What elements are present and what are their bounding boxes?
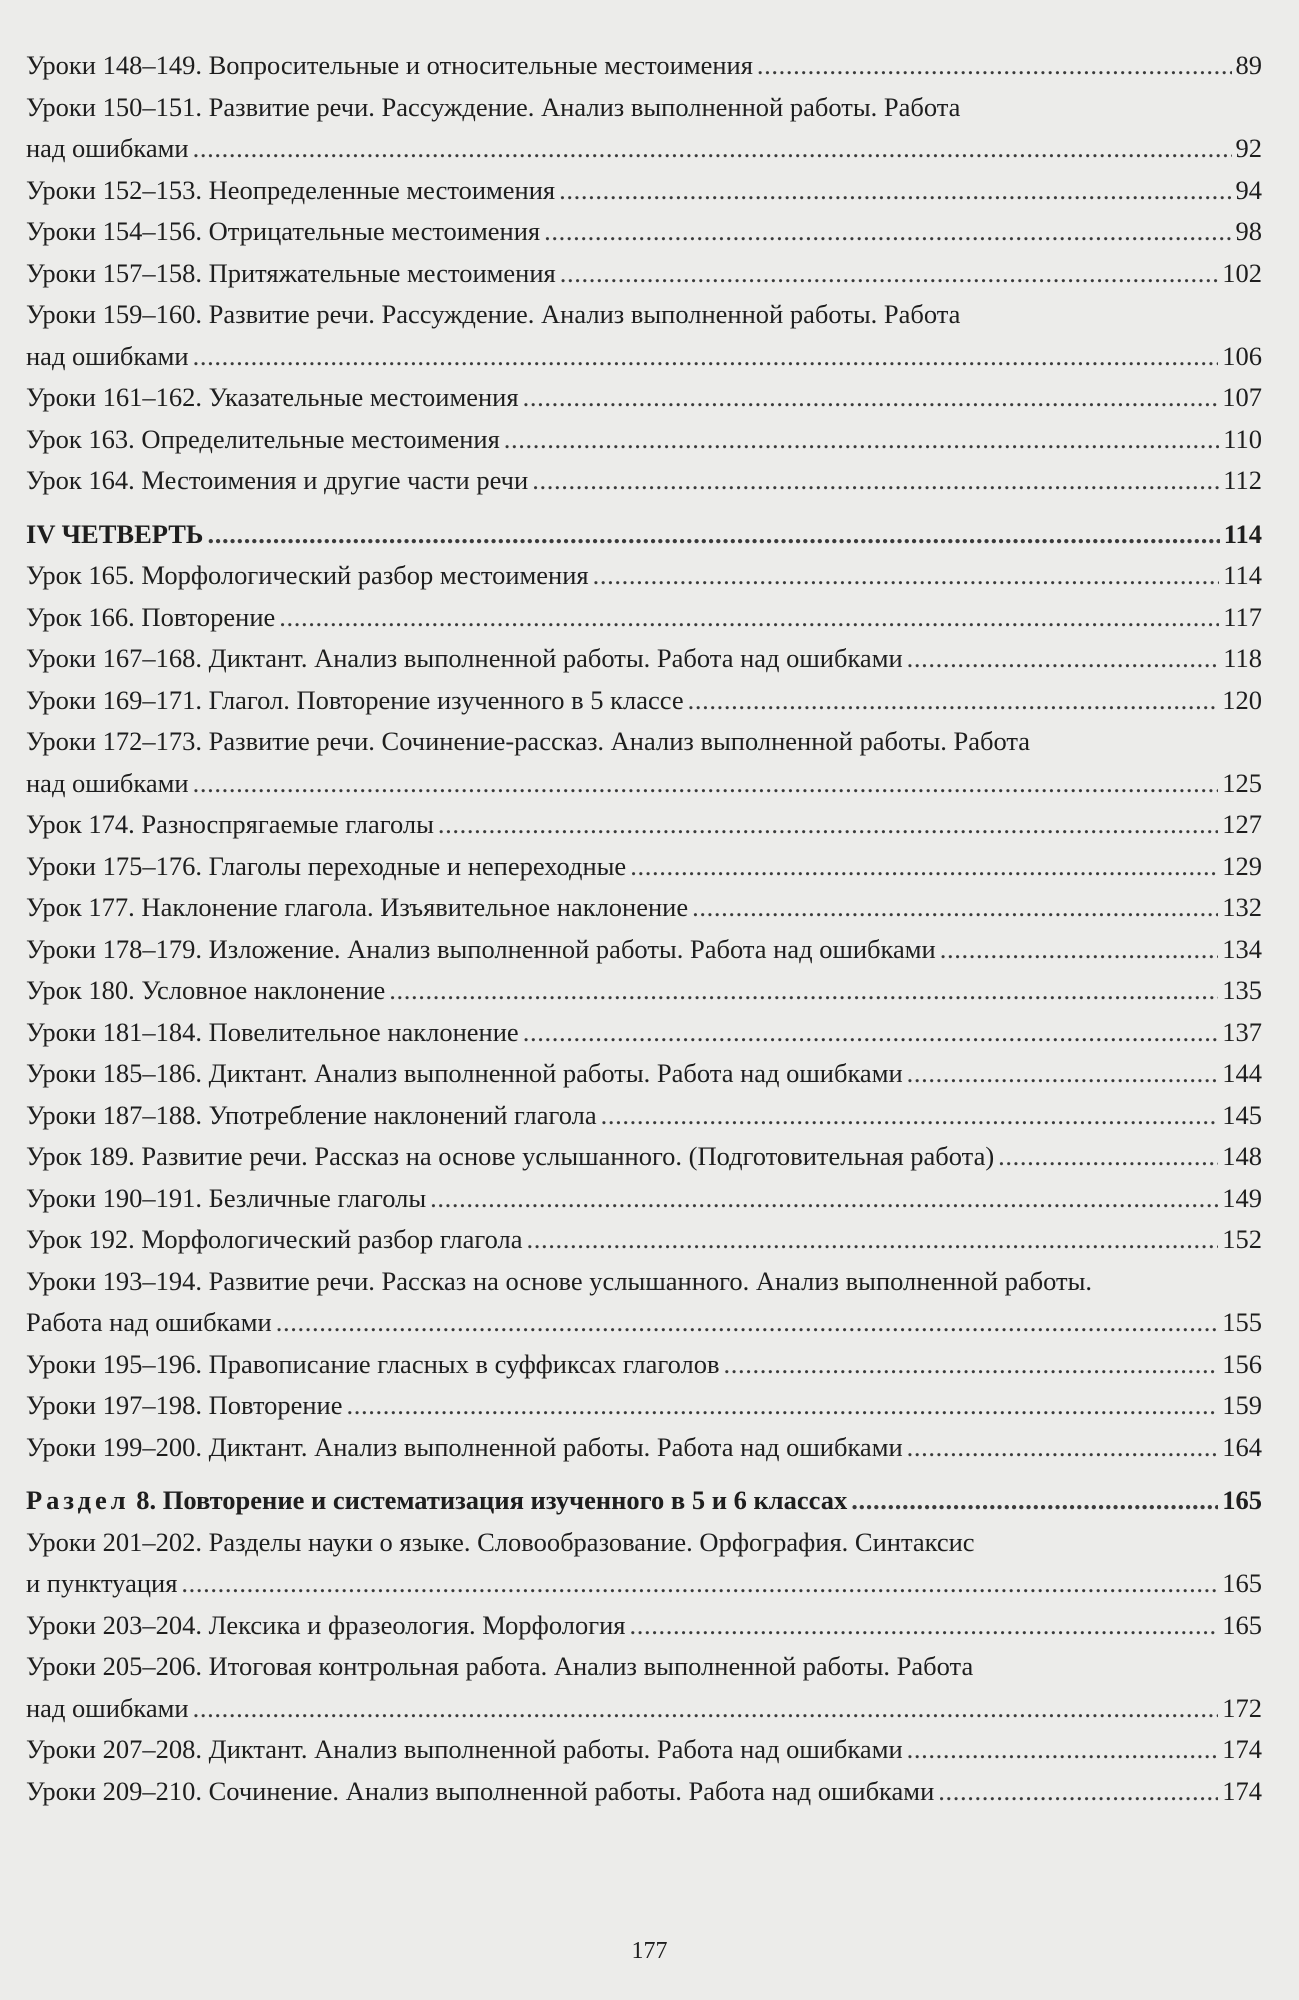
- dot-leader: [593, 555, 1220, 597]
- toc-entry-row: [26, 638, 1262, 680]
- dot-leader: [907, 1053, 1219, 1095]
- toc-entry-row: [26, 419, 1262, 461]
- toc-entry-title: Уроки 209–210. Сочинение. Анализ выполненной работы. Работа над ошибками: [26, 1775, 935, 1806]
- toc-entry: [26, 377, 1262, 419]
- toc-entry-row: [26, 1563, 1262, 1605]
- dot-leader: [851, 1480, 1218, 1522]
- toc-section-heading: [26, 1480, 1262, 1522]
- toc-entry-row: [26, 804, 1262, 846]
- toc-entry: [26, 970, 1262, 1012]
- toc-entry-row: [26, 336, 1262, 378]
- toc-page-number: 137: [1222, 1016, 1262, 1047]
- toc-entry: [26, 597, 1262, 639]
- page-number: 177: [631, 1938, 668, 1964]
- toc-entry-row: [26, 1012, 1262, 1054]
- dot-leader: [938, 1771, 1218, 1813]
- toc-entry-row: [26, 1385, 1262, 1427]
- toc-page-number: 174: [1222, 1775, 1262, 1806]
- toc-entry: [26, 804, 1262, 846]
- toc-entry: [26, 1136, 1262, 1178]
- toc-entry-row: [26, 377, 1262, 419]
- toc-entry: [26, 253, 1262, 295]
- dot-leader: [629, 1605, 1218, 1647]
- dot-leader: [279, 597, 1219, 639]
- toc-entry: [26, 1219, 1262, 1261]
- toc-entry-title: Урок 177. Наклонение глагола. Изъявительное наклонение: [26, 892, 689, 922]
- toc-entry-title: Уроки 169–171. Глагол. Повторение изученного в 5 классе: [26, 684, 684, 715]
- toc-entry-row: [26, 555, 1262, 597]
- toc-page-number: 152: [1222, 1224, 1262, 1254]
- toc-entry-row: [26, 1178, 1262, 1220]
- toc-entry-title: над ошибками: [26, 133, 189, 163]
- toc-entry-title: Уроки 167–168. Диктант. Анализ выполненной работы. Работа над ошибками: [26, 643, 903, 673]
- dot-leader: [724, 1344, 1219, 1386]
- toc-entry-title: Уроки 187–188. Употребление наклонений глагола: [26, 1099, 597, 1130]
- toc-entry: [26, 721, 1262, 804]
- dot-leader: [998, 1136, 1218, 1178]
- toc-page-number: 89: [1235, 50, 1262, 80]
- toc-entry-title: Урок 174. Разноспрягаемые глаголы: [26, 809, 434, 839]
- toc-entry: [26, 460, 1262, 502]
- toc-page-number: 107: [1222, 382, 1262, 412]
- toc-entry-row: [26, 1688, 1262, 1730]
- toc-entry-title: над ошибками: [26, 340, 189, 371]
- toc-entry-title: Уроки 190–191. Безличные глаголы: [26, 1182, 427, 1213]
- toc-entry-title: Уроки 172–173. Развитие речи. Сочинение-рассказ. Анализ выполненной работы. Работа: [26, 726, 1031, 756]
- dot-leader: [504, 419, 1219, 461]
- toc-entry-title: Уроки 157–158. Притяжательные местоимения: [26, 257, 556, 288]
- toc-entry-row: [26, 253, 1262, 295]
- dot-leader: [193, 336, 1219, 378]
- toc-page-number: 114: [1223, 560, 1262, 590]
- toc-page-number: 118: [1223, 643, 1262, 673]
- dot-leader: [757, 45, 1232, 87]
- dot-leader: [544, 211, 1231, 253]
- toc-entry: [26, 887, 1262, 929]
- toc-page-number: 92: [1235, 133, 1262, 163]
- dot-leader: [181, 1563, 1218, 1605]
- toc-entry: [26, 638, 1262, 680]
- dot-leader: [523, 377, 1219, 419]
- toc-entry: [26, 211, 1262, 253]
- dot-leader: [630, 846, 1218, 888]
- toc-entry: [26, 1522, 1262, 1605]
- toc-entry-row: [26, 846, 1262, 888]
- toc-entry: [26, 1385, 1262, 1427]
- toc-page-number: 165: [1222, 1485, 1262, 1515]
- toc-entry: [26, 1605, 1262, 1647]
- toc-entry-title: Уроки 159–160. Развитие речи. Рассуждение. Анализ выполненной работы. Работа: [26, 299, 961, 329]
- toc-entry-title: Работа над ошибками: [26, 1307, 272, 1337]
- toc-page-number: 120: [1222, 684, 1262, 715]
- toc-entry-row: [26, 128, 1262, 170]
- toc-entry-title: Уроки 154–156. Отрицательные местоимения: [26, 216, 541, 246]
- toc-entry-title: Уроки 207–208. Диктант. Анализ выполненной работы. Работа над ошибками: [26, 1734, 903, 1764]
- toc-entry-row: [26, 1605, 1262, 1647]
- toc-page-number: 148: [1222, 1141, 1262, 1171]
- toc-entry: [26, 45, 1262, 87]
- toc-entry: [26, 419, 1262, 461]
- dot-leader: [532, 460, 1219, 502]
- dot-leader: [207, 514, 1219, 556]
- toc-page-number: 125: [1222, 767, 1262, 798]
- toc-entry-title: Уроки 175–176. Глаголы переходные и непереходные: [26, 850, 627, 881]
- dot-leader: [523, 1012, 1219, 1054]
- toc-page-number: 129: [1222, 850, 1262, 881]
- toc-entry-row: [26, 460, 1262, 502]
- toc-page-number: 165: [1222, 1568, 1262, 1598]
- dot-leader: [389, 970, 1218, 1012]
- dot-leader: [193, 763, 1219, 805]
- table-of-contents: [26, 45, 1262, 1812]
- toc-entry-title: Уроки 148–149. Вопросительные и относительные местоимения: [26, 50, 753, 80]
- toc-page-number: 114: [1223, 518, 1262, 549]
- toc-page-number: 102: [1222, 257, 1262, 288]
- toc-page-number: 144: [1222, 1058, 1262, 1088]
- toc-entry-row: [26, 45, 1262, 87]
- dot-leader: [559, 170, 1231, 212]
- dot-leader: [692, 887, 1218, 929]
- toc-entry: [26, 1771, 1262, 1813]
- toc-entry-row: [26, 680, 1262, 722]
- toc-entry: [26, 87, 1262, 170]
- toc-entry-title: Уроки 199–200. Диктант. Анализ выполненной работы. Работа над ошибками: [26, 1431, 903, 1462]
- toc-entry-row: [26, 1480, 1262, 1522]
- toc-entry-row: [26, 1771, 1262, 1813]
- toc-entry-title: Урок 189. Развитие речи. Рассказ на основе услышанного. (Подготовительная работа): [26, 1141, 995, 1171]
- toc-entry-title: Раздел 8. Повторение и систематизация изученного в 5 и 6 классах: [26, 1485, 848, 1515]
- dot-leader: [560, 253, 1219, 295]
- toc-entry: [26, 294, 1262, 377]
- dot-leader: [193, 1688, 1219, 1730]
- toc-entry: [26, 929, 1262, 971]
- toc-entry-title: над ошибками: [26, 767, 189, 798]
- toc-entry: [26, 846, 1262, 888]
- toc-page-number: 112: [1223, 465, 1262, 495]
- toc-entry-title: Уроки 195–196. Правописание гласных в суффиксах глаголов: [26, 1348, 720, 1379]
- toc-entry-title: Урок 192. Морфологический разбор глагола: [26, 1224, 523, 1254]
- toc-entry-row: [26, 970, 1262, 1012]
- toc-page-number: 132: [1222, 892, 1262, 922]
- toc-entry-row: [26, 1219, 1262, 1261]
- toc-page-number: 165: [1222, 1609, 1262, 1640]
- toc-page-number: 134: [1222, 933, 1262, 964]
- dot-leader: [527, 1219, 1219, 1261]
- toc-entry-row: [26, 1302, 1262, 1344]
- toc-entry-title: Уроки 205–206. Итоговая контрольная работа. Анализ выполненной работы. Работа: [26, 1651, 974, 1681]
- toc-entry-row: [26, 929, 1262, 971]
- toc-entry: [26, 1053, 1262, 1095]
- dot-leader: [907, 1729, 1219, 1771]
- toc-entry-row: [26, 887, 1262, 929]
- dot-leader: [276, 1302, 1219, 1344]
- toc-page-number: 159: [1222, 1390, 1262, 1420]
- toc-entry-title: над ошибками: [26, 1692, 189, 1723]
- toc-entry: [26, 680, 1262, 722]
- toc-page-number: 127: [1222, 809, 1262, 839]
- toc-entry-title: Уроки 152–153. Неопределенные местоимения: [26, 174, 556, 205]
- toc-entry-row: [26, 1344, 1262, 1386]
- toc-entry-title: IV ЧЕТВЕРТЬ: [26, 518, 204, 549]
- toc-entry: [26, 1012, 1262, 1054]
- toc-entry-title: Уроки 201–202. Разделы науки о языке. Словообразование. Орфография. Синтаксис: [26, 1526, 975, 1557]
- toc-entry-title: Уроки 203–204. Лексика и фразеология. Морфология: [26, 1609, 626, 1640]
- toc-entry-title: Урок 166. Повторение: [26, 601, 276, 632]
- toc-entry-row: [26, 514, 1262, 556]
- toc-page-number: 156: [1222, 1348, 1262, 1379]
- dot-leader: [601, 1095, 1219, 1137]
- dot-leader: [907, 1427, 1219, 1469]
- dot-leader: [193, 128, 1232, 170]
- toc-entry: [26, 1427, 1262, 1469]
- toc-entry-row: [26, 211, 1262, 253]
- toc-entry-title: Урок 164. Местоимения и другие части речи: [26, 465, 529, 495]
- toc-page-number: 94: [1235, 174, 1262, 205]
- toc-page-number: 106: [1222, 340, 1262, 371]
- toc-entry-title: Уроки 150–151. Развитие речи. Рассуждение. Анализ выполненной работы. Работа: [26, 91, 961, 122]
- toc-entry-title: и пунктуация: [26, 1568, 178, 1598]
- toc-page-number: 172: [1222, 1692, 1262, 1723]
- toc-entry: [26, 1646, 1262, 1729]
- toc-entry-row: [26, 1053, 1262, 1095]
- toc-entry: [26, 1095, 1262, 1137]
- section-label: Раздел: [26, 1485, 130, 1515]
- toc-entry-title: Уроки 181–184. Повелительное наклонение: [26, 1016, 519, 1047]
- toc-entry: [26, 1729, 1262, 1771]
- toc-entry: [26, 1178, 1262, 1220]
- toc-entry: [26, 1344, 1262, 1386]
- toc-entry-row: [26, 1095, 1262, 1137]
- toc-page-number: 145: [1222, 1099, 1262, 1130]
- toc-entry-title: Уроки 197–198. Повторение: [26, 1390, 343, 1420]
- toc-entry-title: Уроки 185–186. Диктант. Анализ выполненной работы. Работа над ошибками: [26, 1058, 903, 1088]
- toc-page-number: 149: [1222, 1182, 1262, 1213]
- toc-section-heading: [26, 514, 1262, 556]
- toc-entry-row: [26, 597, 1262, 639]
- toc-entry-title: Урок 163. Определительные местоимения: [26, 423, 500, 454]
- toc-entry-title: Урок 165. Морфологический разбор местоимения: [26, 560, 589, 590]
- dot-leader: [940, 929, 1219, 971]
- toc-entry-row: [26, 170, 1262, 212]
- dot-leader: [346, 1385, 1218, 1427]
- dot-leader: [907, 638, 1220, 680]
- dot-leader: [688, 680, 1219, 722]
- toc-entry-row: [26, 763, 1262, 805]
- dot-leader: [438, 804, 1218, 846]
- toc-page-number: 164: [1222, 1431, 1262, 1462]
- toc-page-number: 135: [1222, 975, 1262, 1005]
- toc-page-number: 174: [1222, 1734, 1262, 1764]
- toc-entry-row: [26, 1427, 1262, 1469]
- toc-entry-title: Уроки 193–194. Развитие речи. Рассказ на основе услышанного. Анализ выполненной работы.: [26, 1265, 1093, 1296]
- toc-page-number: 117: [1223, 601, 1262, 632]
- toc-entry-row: [26, 1136, 1262, 1178]
- toc-entry: [26, 1261, 1262, 1344]
- toc-entry-row: [26, 1729, 1262, 1771]
- toc-entry-title: Уроки 161–162. Указательные местоимения: [26, 382, 519, 412]
- dot-leader: [430, 1178, 1218, 1220]
- toc-entry: [26, 555, 1262, 597]
- toc-page-number: 110: [1223, 423, 1262, 454]
- toc-page-number: 98: [1235, 216, 1262, 246]
- toc-entry-title: Уроки 178–179. Изложение. Анализ выполненной работы. Работа над ошибками: [26, 933, 936, 964]
- toc-page-number: 155: [1222, 1307, 1262, 1337]
- toc-entry: [26, 170, 1262, 212]
- toc-entry-title: Урок 180. Условное наклонение: [26, 975, 386, 1005]
